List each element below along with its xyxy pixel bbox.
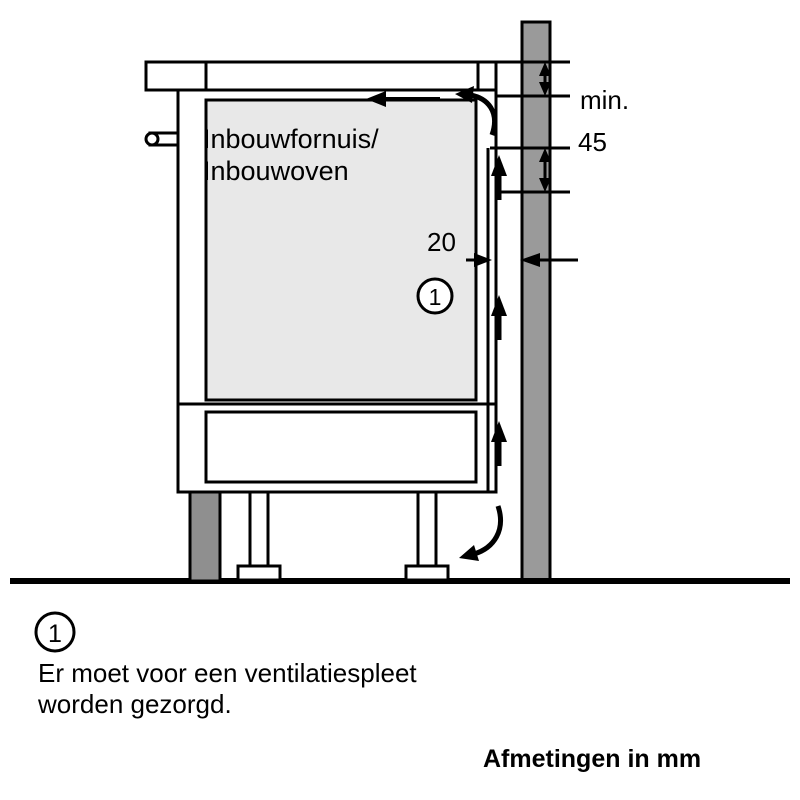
dimension-20-label: 20 <box>427 227 456 257</box>
lower-compartment <box>206 412 476 482</box>
svg-text:1: 1 <box>48 620 62 648</box>
airflow-curve-bottom <box>459 506 501 561</box>
callout-marker-diagram <box>418 279 452 313</box>
appliance-label-line2: Inbouwoven <box>203 155 349 186</box>
callout-note-line2: worden gezorgd. <box>38 688 232 719</box>
cabinet-legs <box>238 492 448 580</box>
cabinet-plinth <box>190 492 220 581</box>
callout-marker-legend <box>36 613 74 651</box>
wall-shape <box>522 22 550 582</box>
svg-text:1: 1 <box>428 284 442 310</box>
dimension-min-label: min. <box>580 85 630 115</box>
appliance-handle <box>146 133 178 145</box>
worktop <box>146 62 496 90</box>
dimension-45-label: 45 <box>578 127 607 157</box>
callout-note <box>38 658 417 719</box>
appliance-label-line1: Inbouwfornuis/ <box>203 124 379 154</box>
callout-note-line1: Er moet voor een ventilatiespleet <box>38 658 417 688</box>
units-footer: Afmetingen in mm <box>483 745 702 773</box>
appliance-label <box>203 124 379 188</box>
